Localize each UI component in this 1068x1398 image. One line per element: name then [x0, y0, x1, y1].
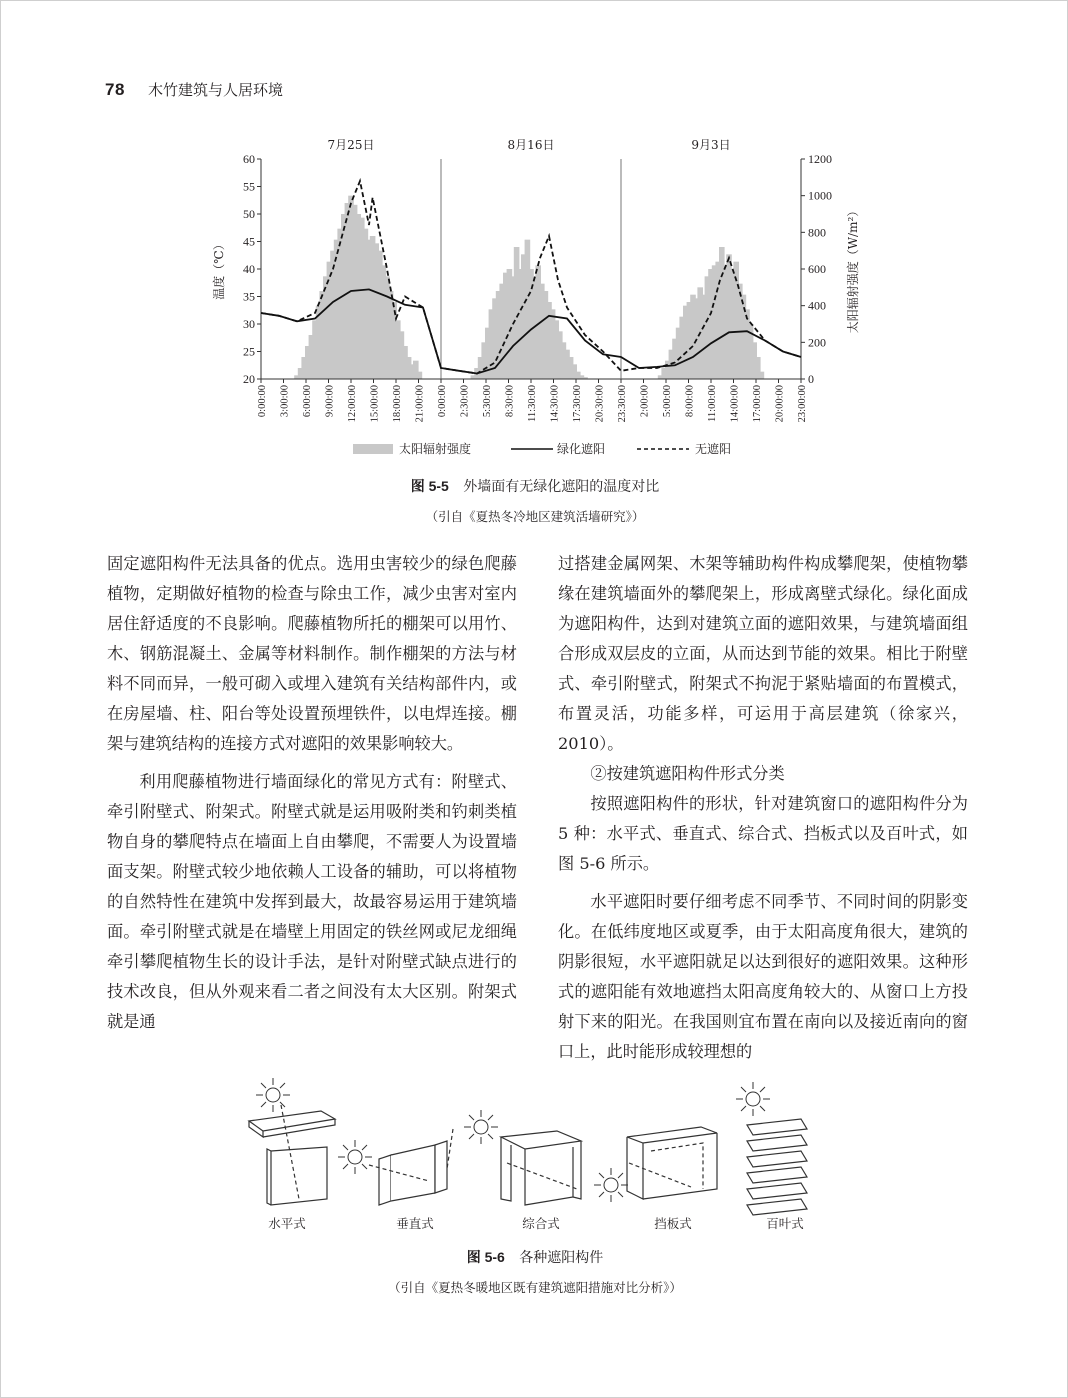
x-tick-label: 14:30:00	[549, 385, 561, 423]
figure-5-6-number: 图 5-6	[466, 1249, 505, 1265]
x-tick-label: 0:00:00	[257, 385, 268, 418]
right-tick-label: 200	[808, 335, 826, 350]
left-tick-label: 55	[243, 179, 255, 194]
sun-icon	[338, 1140, 372, 1174]
x-tick-label: 6:00:00	[302, 385, 313, 418]
x-tick-label: 0:00:00	[437, 385, 448, 418]
y-axis-left-label: 温度（℃）	[212, 238, 226, 300]
combined-shading-drawing	[501, 1131, 628, 1205]
x-tick-label: 9:00:00	[324, 385, 336, 418]
section-heading: ②按建筑遮阳构件形式分类	[590, 764, 785, 783]
figure-5-6-caption	[1, 1247, 1068, 1267]
date-label: 8月16日	[507, 138, 555, 152]
label-baffle: 挡板式	[654, 1216, 692, 1231]
right-tick-label: 0	[808, 372, 814, 386]
body-column-left	[107, 549, 517, 1037]
x-tick-label: 23:30:00	[617, 385, 628, 423]
x-tick-label: 3:00:00	[279, 385, 291, 418]
louver-shading-drawing	[736, 1082, 807, 1215]
left-tick-label: 50	[243, 207, 255, 221]
legend-label: 太阳辐射强度	[399, 442, 472, 456]
figure-5-5-title: 外墙面有无绿化遮阳的温度对比	[463, 479, 660, 495]
body-column-right	[558, 549, 968, 1067]
right-tick-label: 400	[808, 298, 826, 313]
temperature-chart	[201, 129, 871, 469]
x-tick-label: 15:00:00	[369, 385, 381, 423]
horizontal-shading-drawing	[249, 1078, 335, 1205]
page-number: 78	[105, 80, 125, 99]
chart-legend	[353, 441, 731, 456]
left-tick-label: 20	[243, 372, 255, 386]
x-tick-label: 20:30:00	[594, 385, 606, 423]
radiation-bars	[294, 196, 764, 379]
x-tick-label: 12:00:00	[347, 385, 358, 423]
x-tick-label: 21:00:00	[414, 385, 426, 423]
figure-5-5-chart	[201, 129, 871, 469]
paragraph: 水平遮阳时要仔细考虑不同季节、不同时间的阴影变化。在低纬度地区或夏季，由于太阳高度角很大，建筑的阴影很短，水平遮阳就足以达到很好的遮阳效果。这种形式的遮阳能有效地遮挡太阳高度角较大的、从窗口上方投射下来的阳光。在我国则宜布置在南向以及接近南向的窗口上，此时能形成较理想的	[558, 892, 968, 1061]
x-tick-label: 8:00:00	[684, 385, 696, 418]
date-label: 7月25日	[327, 138, 375, 152]
x-tick-label: 11:30:00	[527, 385, 538, 422]
label-horizontal: 水平式	[268, 1216, 306, 1231]
figure-5-5-source: （引自《夏热冬冷地区建筑活墙研究》）	[425, 509, 645, 524]
x-tick-label: 5:00:00	[662, 385, 673, 418]
paragraph: 固定遮阳构件无法具备的优点。选用虫害较少的绿色爬藤植物，定期做好植物的检查与除虫工作，减少虫害对室内居住舒适度的不良影响。爬藤植物所托的棚架可以用竹、木、钢筋混凝土、金属等材料制作。制作棚架的方法与材料不同而异，一般可砌入或埋入建筑有关结构部件内，或在房屋墙、柱、阳台等处设置预埋铁件，以电焊连接。棚架与建筑结构的连接方式对遮阳的效果影响较大。	[107, 554, 517, 753]
vertical-shading-drawing	[338, 1110, 498, 1205]
label-combined: 综合式	[522, 1216, 560, 1231]
x-tick-label: 18:00:00	[392, 385, 403, 423]
figure-5-6-title: 各种遮阳构件	[519, 1250, 604, 1266]
right-tick-label: 800	[808, 225, 826, 240]
x-tick-label: 23:00:00	[797, 385, 808, 423]
legend-label: 无遮阳	[695, 442, 732, 456]
label-louver: 百叶式	[766, 1216, 804, 1231]
left-tick-label: 45	[243, 234, 255, 249]
right-tick-label: 1200	[808, 152, 832, 166]
legend-label: 绿化遮阳	[557, 442, 606, 456]
x-tick-label: 17:00:00	[752, 385, 763, 423]
right-tick-label: 1000	[808, 188, 832, 203]
x-tick-label: 2:00:00	[639, 385, 651, 418]
book-title: 木竹建筑与人居环境	[148, 81, 284, 99]
paragraph: 按照遮阳构件的形状，针对建筑窗口的遮阳构件分为 5 种：水平式、垂直式、综合式、挡板式以及百叶式，如图 5-6 所示。	[558, 794, 968, 873]
x-tick-label: 8:30:00	[504, 385, 516, 418]
y-axis-right-label: 太阳辐射强度（W/m²）	[846, 204, 860, 334]
label-vertical: 垂直式	[396, 1216, 434, 1231]
figure-5-6-illustration	[241, 1071, 821, 1241]
x-tick-label: 20:00:00	[774, 385, 786, 423]
baffle-shading-drawing	[627, 1127, 717, 1199]
left-tick-label: 35	[243, 289, 255, 304]
left-tick-label: 40	[243, 262, 255, 276]
x-tick-label: 5:30:00	[482, 385, 493, 418]
date-label: 9月3日	[691, 138, 731, 152]
sun-icon	[256, 1078, 290, 1112]
radiation-bar	[417, 372, 423, 379]
paragraph: 过搭建金属网架、木架等辅助构件构成攀爬架，使植物攀缘在建筑墙面外的攀爬架上，形成离壁式绿化。绿化面成为遮阳构件，达到对建筑立面的遮阳效果，与建筑墙面组合形成双层皮的立面，从而达到节能的效果。相比于附壁式、牵引附壁式，附架式不拘泥于紧贴墙面的布置模式，布置灵活，功能多样，可运用于高层建筑（徐家兴，2010）。	[558, 554, 968, 753]
figure-5-5-caption	[1, 476, 1068, 496]
right-tick-label: 600	[808, 262, 826, 276]
x-tick-label: 2:30:00	[459, 385, 471, 418]
legend-swatch-radiation	[353, 444, 393, 454]
sun-icon	[464, 1110, 498, 1144]
page-header	[105, 79, 283, 103]
sun-icon	[594, 1168, 628, 1202]
radiation-bar	[759, 372, 765, 379]
left-tick-label: 25	[243, 344, 255, 359]
left-tick-label: 60	[243, 152, 255, 166]
shading-types-svg	[241, 1071, 821, 1241]
sun-icon	[736, 1082, 770, 1116]
x-tick-label: 14:00:00	[729, 385, 741, 423]
left-tick-label: 30	[243, 317, 255, 331]
figure-5-6-source: （引自《夏热冬暖地区既有建筑遮阳措施对比分析》）	[388, 1280, 682, 1295]
x-tick-label: 17:30:00	[572, 385, 583, 423]
figure-5-5-number: 图 5-5	[410, 478, 449, 494]
x-tick-label: 11:00:00	[707, 385, 718, 422]
paragraph: 利用爬藤植物进行墙面绿化的常见方式有：附壁式、牵引附壁式、附架式。附壁式就是运用吸附类和钓刺类植物自身的攀爬特点在墙面上自由攀爬，不需要人为设置墙面支架。附壁式较少地依赖人工设备的辅助，可以将植物的自然特性在建筑中发挥到最大，故最容易运用于建筑墙面。牵引附壁式就是在墙壁上用固定的铁丝网或尼龙细绳牵引攀爬植物生长的设计手法，是针对附壁式缺点进行的技术改良，但从外观来看二者之间没有太大区别。附架式就是通	[107, 772, 517, 1031]
